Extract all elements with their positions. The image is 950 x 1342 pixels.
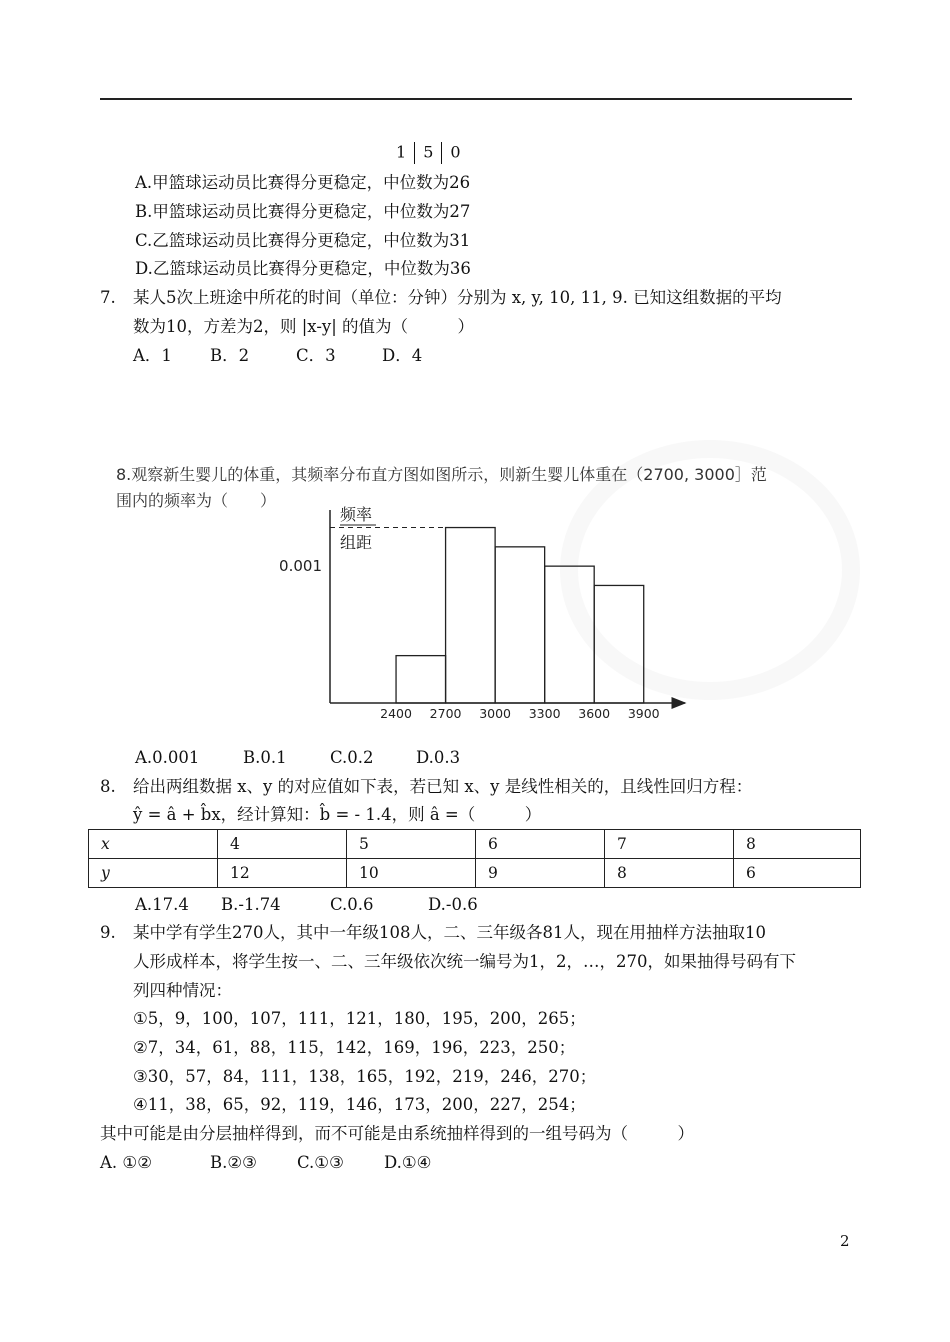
q8b-text-line1: 给出两组数据 x、y 的对应值如下表，若已知 x、y 是线性相关的，且线性回归方程： xyxy=(133,777,753,796)
histogram-bar-3300-3600 xyxy=(545,566,595,703)
x-tick-label-3000: 3000 xyxy=(479,706,512,721)
q8b-option-d: D.-0.6 xyxy=(428,895,478,914)
q7-text-line2: 数为10，方差为2，则 |x-y| 的值为（ ） xyxy=(133,317,475,336)
histogram-bar-3000-3300 xyxy=(495,547,545,703)
q8a-option-d: D.0.3 xyxy=(416,748,461,767)
x-tick-labels xyxy=(380,706,660,721)
y-label-top: 频率 xyxy=(340,505,373,524)
table-cell: 8 xyxy=(734,830,861,859)
q7-text-line1: 某人5次上班途中所花的时间（单位：分钟）分别为 x, y, 10, 11, 9. 已知这组数据的平均 xyxy=(133,288,782,307)
q6-option-a: A.甲篮球运动员比赛得分更稳定，中位数为26 xyxy=(135,173,471,192)
x-tick-label-3300: 3300 xyxy=(528,706,561,721)
table-cell: y xyxy=(89,859,218,888)
q7-number: 7. xyxy=(100,288,116,307)
q8b-option-c: C.0.6 xyxy=(330,895,374,914)
q9-option-c: C.①③ xyxy=(297,1153,344,1172)
y-tick-label: 0.001 xyxy=(279,557,322,575)
table-cell: 7 xyxy=(605,830,734,859)
table-cell: 5 xyxy=(347,830,476,859)
table-cell: 10 xyxy=(347,859,476,888)
q9-question: 其中可能是由分层抽样得到，而不可能是由系统抽样得到的一组号码为（ ） xyxy=(100,1124,694,1143)
x-tick-label-2400: 2400 xyxy=(380,706,412,721)
q8a-option-b: B.0.1 xyxy=(243,748,287,767)
left-leaf: 1 xyxy=(396,142,407,162)
x-tick-label-2700: 2700 xyxy=(429,706,462,721)
xy-data-table xyxy=(88,829,861,888)
table-cell: 8 xyxy=(605,859,734,888)
table-row-x xyxy=(89,830,861,859)
histogram-bar-3600-3900 xyxy=(594,585,644,703)
q8b-text-line2: ŷ = â + b̂x，经计算知：b̂ = - 1.4，则 â =（ ） xyxy=(133,805,542,824)
q8a-option-c: C.0.2 xyxy=(330,748,374,767)
q8b-option-b: B.-1.74 xyxy=(221,895,281,914)
q9-case-4: ④11，38，65，92，119，146，173，200，227，254； xyxy=(133,1095,586,1114)
histogram-bar-2400-2700 xyxy=(396,656,446,703)
histogram-bars xyxy=(396,528,644,703)
y-label-bottom: 组距 xyxy=(340,533,373,552)
q6-option-c: C.乙篮球运动员比赛得分更稳定，中位数为31 xyxy=(135,231,471,250)
table-cell: x xyxy=(89,830,218,859)
page-number: 2 xyxy=(840,1232,850,1250)
q9-option-a: A. ①② xyxy=(100,1153,152,1172)
q7-option-c: C．3 xyxy=(296,346,336,365)
stem-divider-right xyxy=(441,142,442,164)
q7-option-a: A．1 xyxy=(133,346,172,365)
header-rule xyxy=(100,98,852,100)
table-cell: 12 xyxy=(218,859,347,888)
stem: 5 xyxy=(423,142,434,162)
right-leaf: 0 xyxy=(450,142,461,162)
x-tick-label-3900: 3900 xyxy=(627,706,660,721)
table-cell: 9 xyxy=(476,859,605,888)
table-cell: 4 xyxy=(218,830,347,859)
q7-option-d: D．4 xyxy=(382,346,423,365)
q9-case-3: ③30，57，84，111，138，165，192，219，246，270； xyxy=(133,1067,597,1086)
q6-option-b: B.甲篮球运动员比赛得分更稳定，中位数为27 xyxy=(135,202,471,221)
histogram-bar-2700-3000 xyxy=(446,528,496,703)
q7-option-b: B．2 xyxy=(210,346,250,365)
q8b-option-a: A.17.4 xyxy=(135,895,189,914)
table-cell: 6 xyxy=(734,859,861,888)
frequency-histogram xyxy=(270,500,700,725)
q8a-text-line1: 8.观察新生婴儿的体重，其频率分布直方图如图所示，则新生婴儿体重在（2700, 3000］范 xyxy=(116,465,767,484)
stem-divider-left xyxy=(414,142,415,164)
q9-text-line3: 列四种情况： xyxy=(133,981,232,1000)
x-tick-label-3600: 3600 xyxy=(578,706,611,721)
stem-leaf-row xyxy=(396,142,461,164)
q9-case-2: ②7，34，61，88，115，142，169，196，223，250； xyxy=(133,1038,576,1057)
q9-text-line2: 人形成样本，将学生按一、二、三年级依次统一编号为1，2，…，270，如果抽得号码有下 xyxy=(133,952,796,971)
q8b-number: 8. xyxy=(100,777,116,796)
q6-option-d: D.乙篮球运动员比赛得分更稳定，中位数为36 xyxy=(135,259,471,278)
q8a-option-a: A.0.001 xyxy=(135,748,200,767)
q8a-text-line2: 围内的频率为（ ） xyxy=(116,491,277,510)
table-row-y xyxy=(89,859,861,888)
q9-option-b: B.②③ xyxy=(210,1153,257,1172)
q9-case-1: ①5，9，100，107，111，121，180，195，200，265； xyxy=(133,1009,586,1028)
table-cell: 6 xyxy=(476,830,605,859)
q9-number: 9. xyxy=(100,923,116,942)
q9-option-d: D.①④ xyxy=(384,1153,432,1172)
q9-text-line1: 某中学有学生270人，其中一年级108人，二、三年级各81人，现在用抽样方法抽取10 xyxy=(133,923,766,942)
